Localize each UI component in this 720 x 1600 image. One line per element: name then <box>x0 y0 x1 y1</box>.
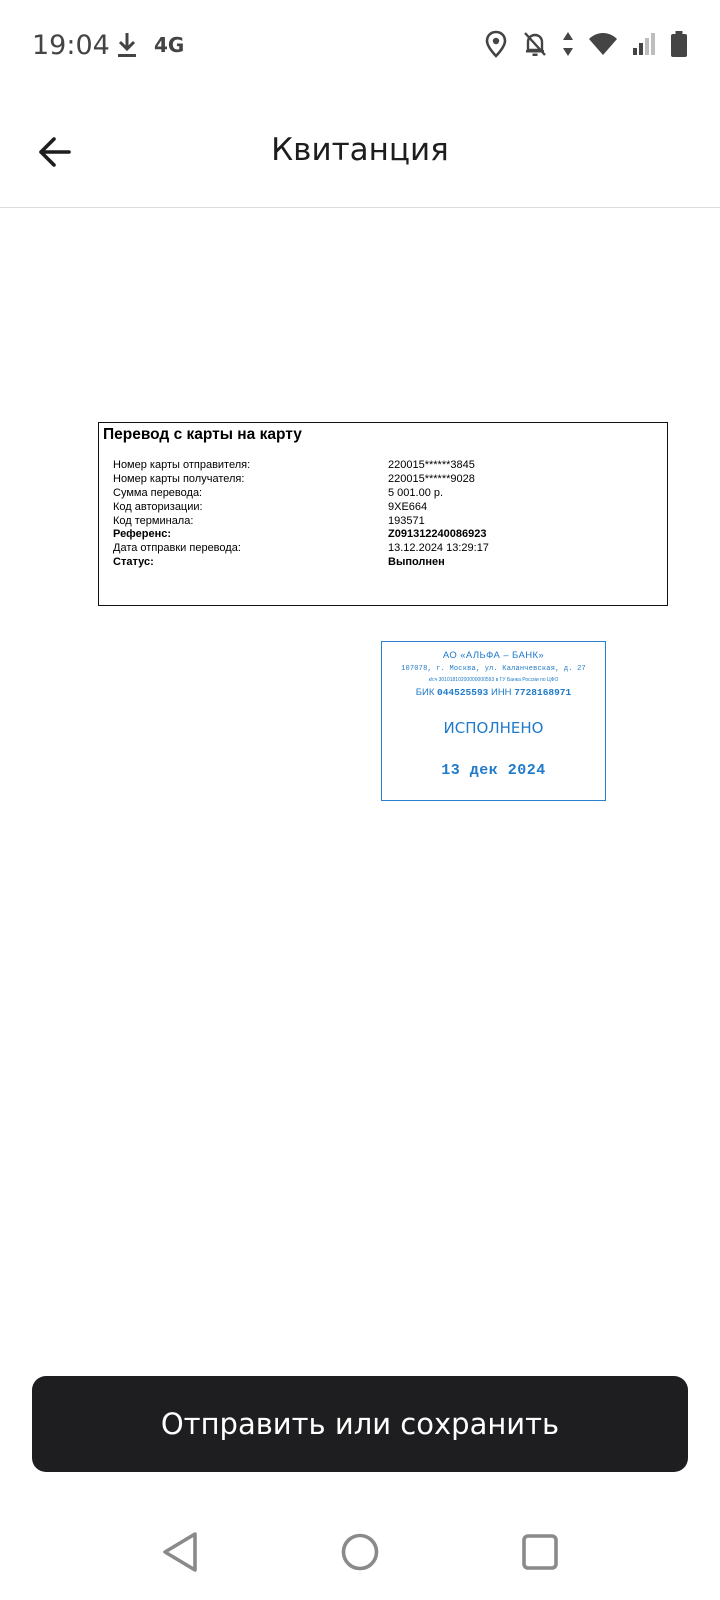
stamp-account: к/сч 30101810200000000593 в ГУ Банка России по ЦФО <box>428 677 559 683</box>
status-right-icons <box>484 30 688 58</box>
receipt-row <box>113 528 653 542</box>
data-arrows-icon <box>562 31 574 57</box>
recents-square-icon <box>520 1532 560 1572</box>
receipt-row <box>113 542 653 556</box>
system-nav-bar <box>0 1500 720 1600</box>
stamp-date: 13 дек 2024 <box>441 762 546 779</box>
stamp-inn-label: ИНН <box>490 687 512 698</box>
stamp-bik-label: БИК <box>415 687 435 698</box>
home-circle-icon <box>340 1532 380 1572</box>
receipt-row-label: Дата отправки перевода: <box>113 542 241 555</box>
receipt-row-label: Сумма перевода: <box>113 486 203 499</box>
receipt-row <box>113 556 653 570</box>
receipt-row-value: 13.12.2024 13:29:17 <box>388 542 489 555</box>
bank-stamp <box>381 641 606 801</box>
stamp-status: ИСПОЛНЕНО <box>443 719 544 737</box>
nav-recents-button[interactable] <box>518 1530 562 1574</box>
receipt-row-value: 193571 <box>388 514 425 527</box>
battery-icon <box>670 30 688 58</box>
receipt-row <box>113 501 653 515</box>
nav-home-button[interactable] <box>338 1530 382 1574</box>
stamp-address: 107078, г. Москва, ул. Каланчевская, д. 27 <box>401 665 586 673</box>
status-time: 19:04 <box>32 30 110 61</box>
cell-signal-icon <box>632 32 656 56</box>
status-bar <box>0 0 720 96</box>
stamp-bik-inn <box>382 687 605 698</box>
receipt-title: Перевод с карты на карту <box>103 426 302 443</box>
receipt-row-label: Референс: <box>113 528 172 541</box>
send-or-save-button[interactable]: Отправить или сохранить <box>32 1376 688 1472</box>
back-triangle-icon <box>160 1531 200 1573</box>
nav-back-button[interactable] <box>158 1530 202 1574</box>
receipt-row <box>113 473 653 487</box>
bell-off-icon <box>522 30 548 58</box>
stamp-bank-name: АО «АЛЬФА – БАНК» <box>442 650 545 661</box>
receipt-rows <box>113 459 653 570</box>
network-type-label: 4G <box>154 33 185 57</box>
wifi-icon <box>588 32 618 56</box>
receipt-row-label: Номер карты отправителя: <box>113 459 251 471</box>
receipt-row-value: 9XE664 <box>388 500 428 513</box>
receipt-row <box>113 459 653 473</box>
receipt-row-label: Номер карты получателя: <box>113 472 245 485</box>
receipt-row-value: Выполнен <box>388 556 445 569</box>
stamp-inn-value: 7728168971 <box>514 687 572 698</box>
receipt-row-value: 220015******3845 <box>388 459 475 471</box>
page-title: Квитанция <box>271 132 449 168</box>
receipt-row <box>113 515 653 529</box>
stamp-bik-value: 044525593 <box>437 687 489 698</box>
status-left-icons <box>114 30 184 60</box>
receipt-document <box>98 422 668 606</box>
location-icon <box>484 30 508 58</box>
receipt-row-value: 5 001.00 р. <box>388 486 444 499</box>
receipt-row-label: Статус: <box>113 556 154 569</box>
receipt-row-label: Код терминала: <box>113 514 194 527</box>
receipt-row <box>113 487 653 501</box>
receipt-row-value: 220015******9028 <box>388 472 475 485</box>
app-header <box>0 96 720 208</box>
download-icon <box>114 30 140 60</box>
receipt-row-value: Z091312240086923 <box>388 528 487 541</box>
receipt-row-label: Код авторизации: <box>113 500 203 513</box>
